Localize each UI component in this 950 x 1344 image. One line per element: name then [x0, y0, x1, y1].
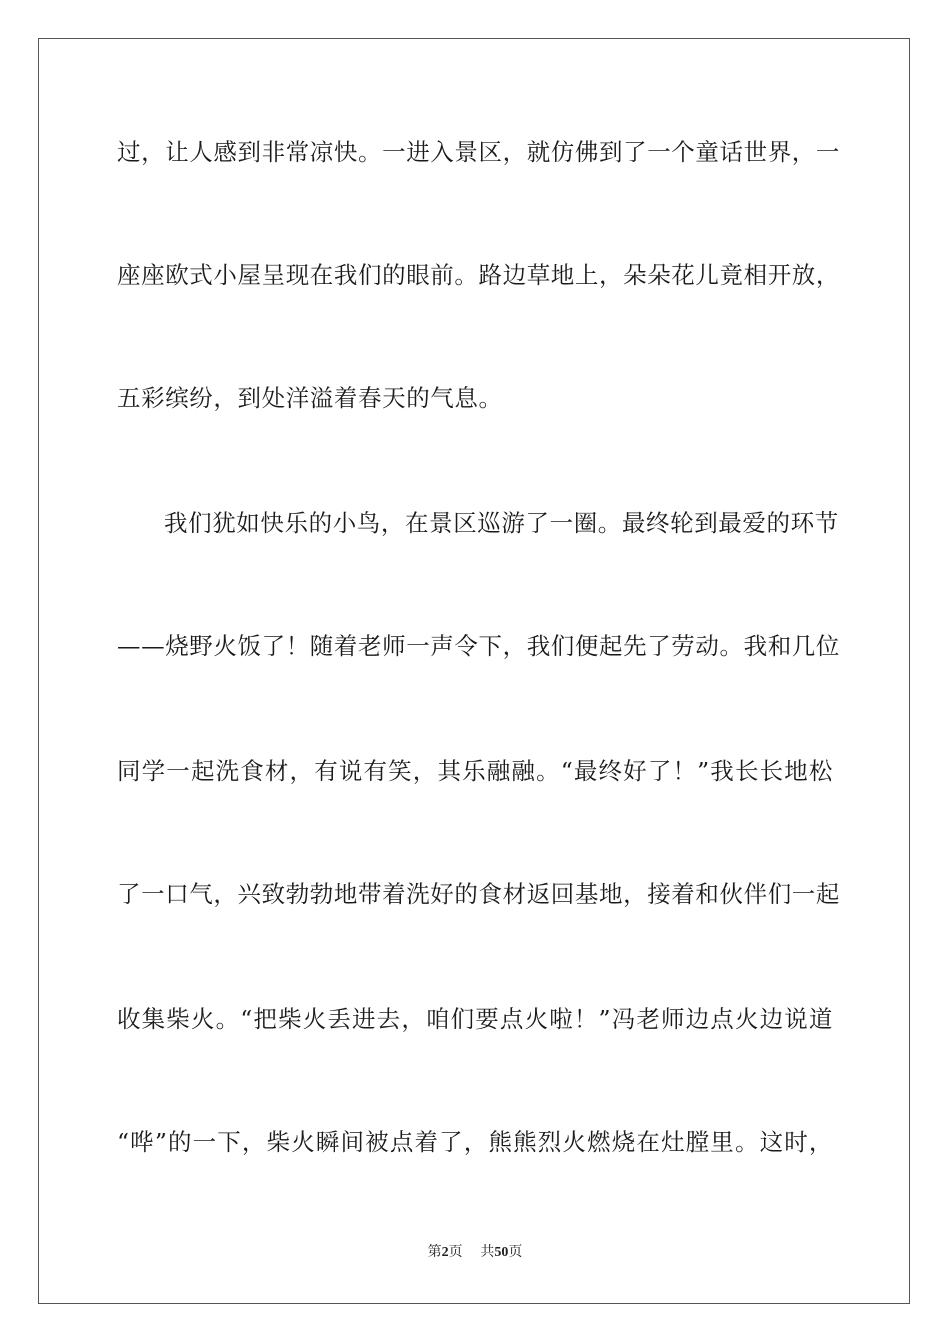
page-prefix: 第	[427, 1244, 442, 1260]
page-number: 2	[441, 1245, 449, 1260]
text-line-6: 同学一起洗食材，有说有笑，其乐融融。“最终好了！”我长长地松	[117, 757, 833, 785]
page-suffix: 页	[448, 1244, 463, 1260]
page-footer	[0, 1243, 950, 1262]
text-line-7: 了一口气，兴致勃勃地带着洗好的食材返回基地，接着和伙伴们一起	[117, 880, 840, 908]
total-suffix: 页	[508, 1244, 523, 1260]
text-line-2: 座座欧式小屋呈现在我们的眼前。路边草地上，朵朵花儿竟相开放，	[117, 261, 840, 289]
page-border	[38, 38, 910, 1304]
text-line-8: 收集柴火。“把柴火丢进去，咱们要点火啦！”冯老师边点火边说道	[117, 1005, 833, 1033]
total-prefix: 共	[480, 1244, 495, 1260]
text-line-5: ——烧野火饭了！随着老师一声令下，我们便起先了劳动。我和几位	[117, 632, 840, 660]
text-line-9: “哗”的一下，柴火瞬间被点着了，熊熊烈火燃烧在灶膛里。这时，	[117, 1128, 833, 1156]
total-pages: 50	[494, 1245, 509, 1260]
text-line-3: 五彩缤纷，到处洋溢着春天的气息。	[117, 384, 503, 412]
paragraph-2-line-1: 我们犹如快乐的小鸟，在景区巡游了一圈。最终轮到最爱的环节	[164, 509, 839, 537]
text-line-1: 过，让人感到非常凉快。一进入景区，就仿佛到了一个童话世界，一	[117, 138, 840, 166]
